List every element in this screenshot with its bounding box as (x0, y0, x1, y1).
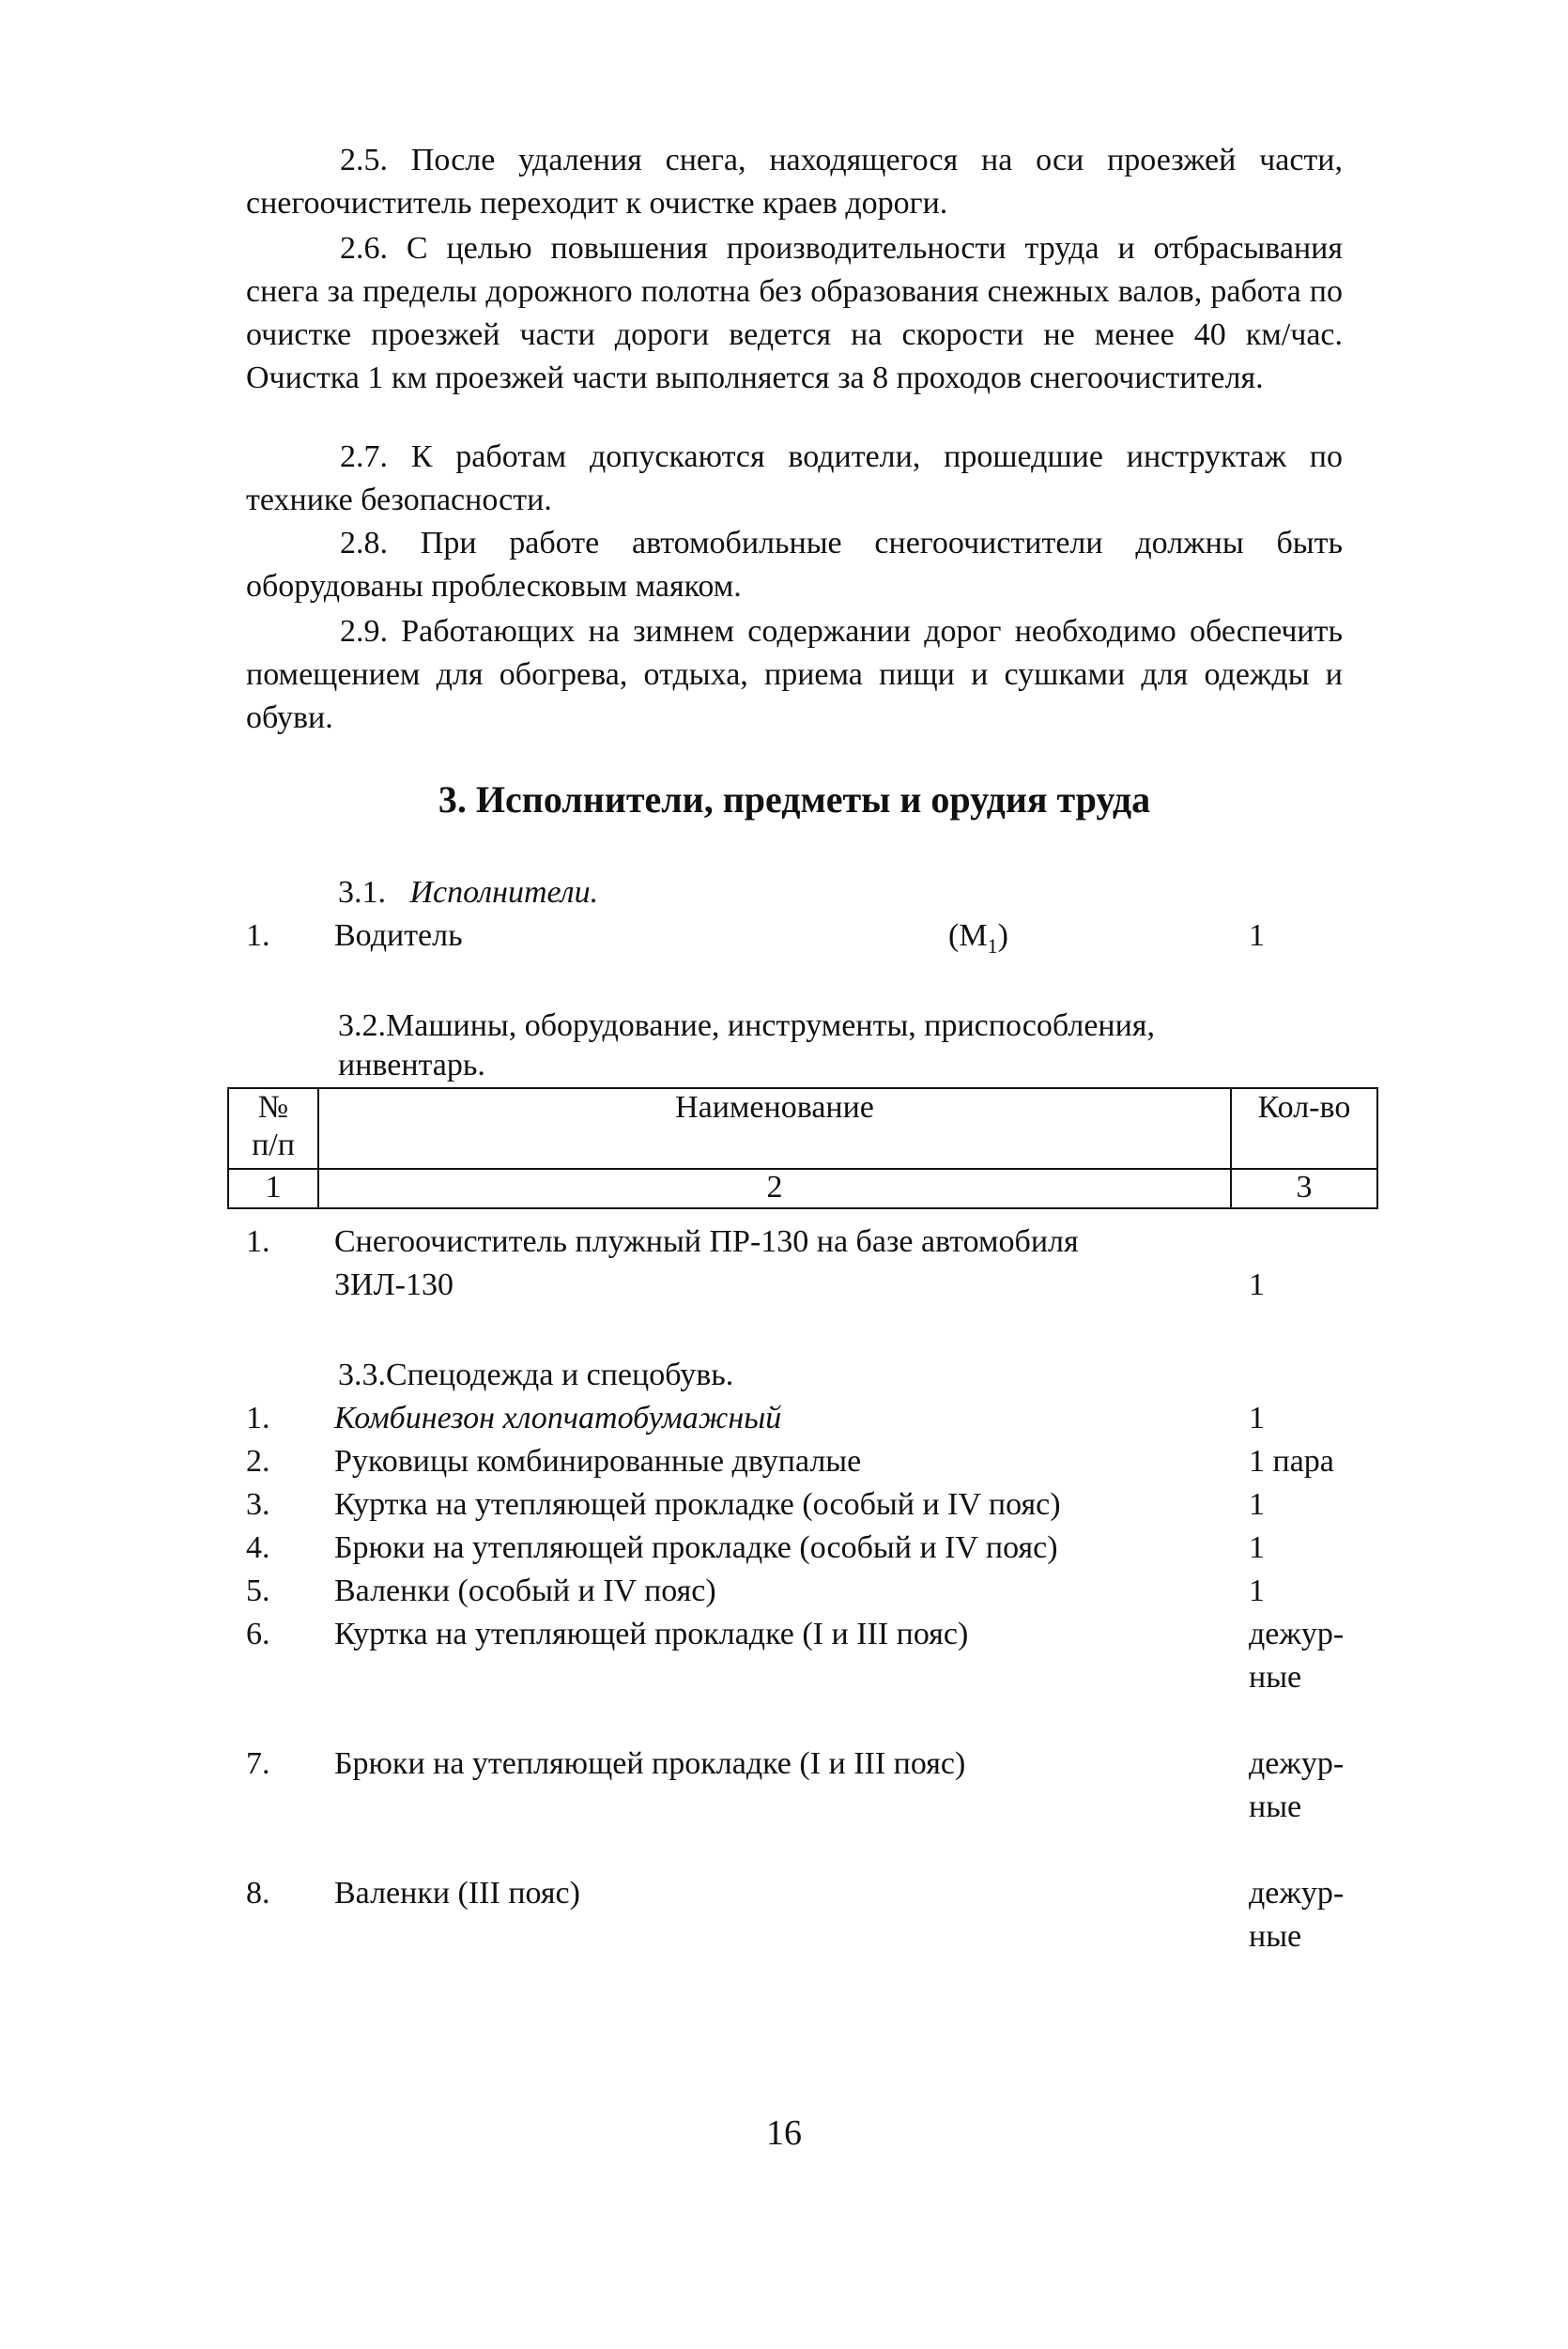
clothing-item-name: Валенки (особый и IV пояс) (334, 1574, 716, 1608)
executor-code-open: (M (948, 918, 988, 953)
column-number-2: 2 (318, 1169, 1231, 1208)
subsection-3-1-title (338, 871, 598, 914)
header-number-abbr: п/п (252, 1128, 295, 1162)
subsection-3-2-title-line1: 3.2.Машины, оборудование, инструменты, приспособления, (338, 1008, 1155, 1043)
clothing-item-name: Куртка на утепляющей прокладке (I и III пояс) (334, 1617, 969, 1651)
clothing-item-qty-cont: ные (1249, 1919, 1302, 1954)
clothing-item-qty: дежур- (1249, 1746, 1345, 1781)
paragraph-2-5: 2.5. После удаления снега, находящегося на оси проезжей части, снегоочиститель переходит к очистке краев дороги. (246, 143, 1343, 221)
paragraph-2-9: 2.9. Работающих на зимнем содержании дорог необходимо обеспечить помещением для обогрева, отдыха, приема пищи и сушками для одежды и обуви. (246, 614, 1343, 735)
page-number: 16 (766, 2113, 802, 2153)
clothing-item-name: Комбинезон хлопчатобумажный (334, 1401, 782, 1436)
machines-table (227, 1087, 1378, 1209)
subsection-3-1-label: Исполнители. (409, 875, 599, 910)
machine-row-number: 1. (246, 1224, 270, 1259)
header-col-qty: Кол-во (1231, 1088, 1377, 1169)
header-col-name: Наименование (318, 1088, 1231, 1169)
header-number-sign: № (257, 1090, 289, 1125)
clothing-item-qty-cont: ные (1249, 1789, 1302, 1824)
clothing-item-qty: 1 (1249, 1401, 1265, 1436)
executor-code-close: ) (997, 918, 1008, 953)
clothing-item-number: 4. (246, 1530, 270, 1565)
clothing-item-qty: 1 (1249, 1487, 1265, 1522)
machine-row-name-line2: ЗИЛ-130 (334, 1267, 453, 1302)
column-number-1: 1 (228, 1169, 318, 1208)
paragraph-2-8: 2.8. При работе автомобильные снегоочистители должны быть оборудованы проблесковым маяком. (246, 526, 1343, 604)
clothing-item-number: 3. (246, 1487, 270, 1522)
subsection-3-3-title: 3.3.Спецодежда и спецобувь. (338, 1358, 734, 1392)
clothing-item-number: 6. (246, 1617, 270, 1651)
clothing-item-number: 8. (246, 1876, 270, 1911)
table-number-row (228, 1169, 1377, 1208)
header-col-number (228, 1088, 318, 1169)
subsection-3-1-number: 3.1. (338, 875, 386, 910)
clothing-item-name: Руковицы комбинированные двупалые (334, 1444, 862, 1479)
executor-row-name: Водитель (334, 918, 463, 953)
executor-row-code (948, 914, 1008, 968)
clothing-item-qty: 1 (1249, 1574, 1265, 1608)
executor-row-qty: 1 (1249, 918, 1265, 953)
clothing-item-qty: дежур- (1249, 1876, 1345, 1911)
machine-row-qty: 1 (1249, 1267, 1265, 1302)
clothing-item-qty-cont: ные (1249, 1660, 1302, 1695)
subsection-3-2-title-line2: инвентарь. (338, 1048, 485, 1082)
clothing-item-qty: 1 (1249, 1530, 1265, 1565)
clothing-item-number: 5. (246, 1574, 270, 1608)
table-header-row (228, 1088, 1377, 1169)
clothing-item-qty: дежур- (1249, 1617, 1345, 1651)
machine-row-name-line1: Снегоочиститель плужный ПР-130 на базе автомобиля (334, 1224, 1079, 1259)
clothing-item-name: Куртка на утепляющей прокладке (особый и IV пояс) (334, 1487, 1061, 1522)
clothing-item-number: 2. (246, 1444, 270, 1479)
clothing-item-name: Брюки на утепляющей прокладке (I и III пояс) (334, 1746, 966, 1781)
clothing-item-name: Валенки (III пояс) (334, 1876, 580, 1911)
section-3-heading: 3. Исполнители, предметы и орудия труда (438, 778, 1151, 821)
executor-code-sub: 1 (987, 933, 998, 958)
clothing-item-qty: 1 пара (1249, 1444, 1334, 1479)
paragraph-2-6: 2.6. С целью повышения производительности труда и отбрасывания снега за пределы дорожного полотна без образования снежных валов, работа по очистке проезжей части дороги ведется на скорости не менее 40 км/час. Очистка 1 км проезжей части выполняется за 8 проходов снегоочистителя. (246, 231, 1343, 395)
clothing-item-name: Брюки на утепляющей прокладке (особый и IV пояс) (334, 1530, 1058, 1565)
executor-row-number: 1. (246, 918, 270, 953)
clothing-item-number: 1. (246, 1401, 270, 1436)
clothing-item-number: 7. (246, 1746, 270, 1781)
paragraph-2-7: 2.7. К работам допускаются водители, прошедшие инструктаж по технике безопасности. (246, 439, 1343, 517)
column-number-3: 3 (1231, 1169, 1377, 1208)
